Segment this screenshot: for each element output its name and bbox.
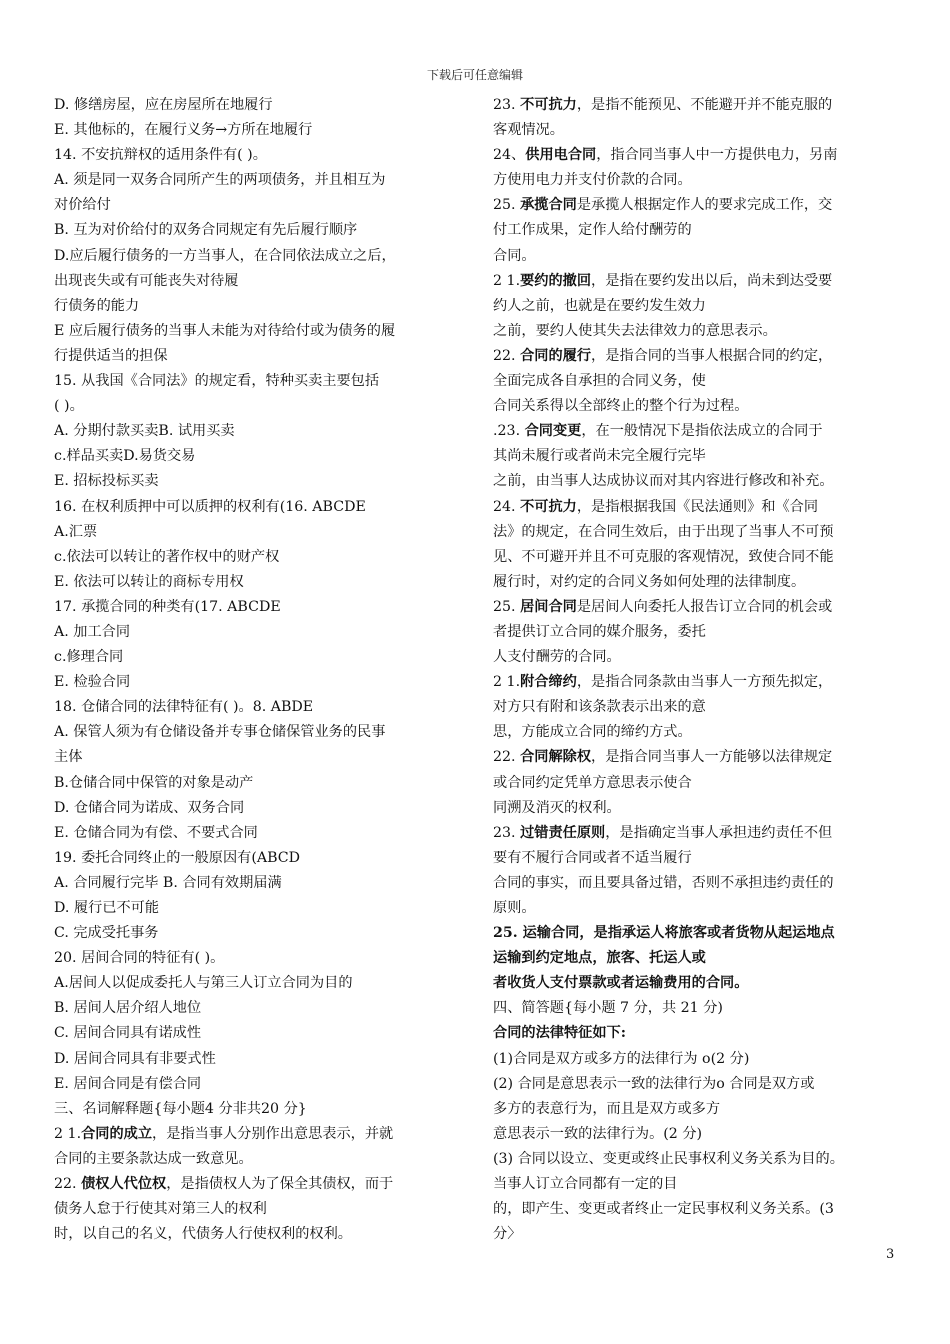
text-line	[493, 495, 905, 520]
text-segment: A.居间人以促成委托人与第三人订立合同为目的	[54, 975, 353, 992]
text-segment: 24.	[493, 498, 521, 515]
bold-term: 过错责任原则	[520, 824, 606, 841]
text-segment: 25.	[493, 197, 521, 214]
text-segment: ( )。	[54, 398, 84, 415]
text-line	[493, 946, 905, 971]
text-line	[54, 846, 462, 871]
left-column	[54, 93, 462, 1247]
text-segment: 多方的表意行为，而且是双方或多方	[493, 1100, 721, 1117]
text-segment: D. 仓储合同为诺成、双务合同	[54, 799, 245, 816]
text-segment: 要有不履行合同或者不适当履行	[493, 849, 692, 866]
text-line	[493, 344, 905, 369]
bold-term: 合同解除权	[520, 749, 592, 766]
text-line	[54, 294, 462, 319]
page-number: 3	[886, 1247, 895, 1262]
text-segment: 16. 在权利质押中可以质押的权利有(16. ABCDE	[54, 498, 366, 515]
text-line	[54, 745, 462, 770]
text-segment: 全面完成各自承担的合同义务，使	[493, 373, 706, 390]
text-segment: 合同关系得以全部终止的整个行为过程。	[493, 398, 749, 415]
text-line	[493, 971, 905, 996]
text-segment: ，指合同当事人中一方提供电力，另南	[596, 147, 838, 164]
text-line	[54, 720, 462, 745]
text-segment: 合同的主要条款达成一致意见。	[54, 1150, 253, 1167]
bold-term: 不可抗力	[520, 498, 577, 515]
text-segment: 主体	[54, 749, 83, 766]
text-segment: 方使用电力并支付价款的合同。	[493, 172, 692, 189]
text-line	[54, 771, 462, 796]
text-segment: 债务人怠于行使其对第三人的权利	[54, 1201, 267, 1218]
text-segment: E. 检验合同	[54, 674, 131, 691]
text-line	[493, 294, 905, 319]
bold-term: 25. 运输合同，是指承运人将旅客或者货物从起运地点	[493, 925, 835, 942]
text-segment: 的，即产生、变更或者终止一定民事权利义务关系。(3	[493, 1201, 834, 1218]
text-line	[493, 1021, 905, 1046]
text-segment: ，在一般情况下是指依法成立的合同于	[581, 423, 823, 440]
bold-term: 附合缔约	[520, 674, 577, 691]
text-line	[54, 495, 462, 520]
text-segment: 18. 仓储合同的法律特征有( )。8. ABDE	[54, 699, 314, 716]
text-line	[54, 570, 462, 595]
text-segment: 24、	[493, 147, 526, 164]
text-line	[54, 394, 462, 419]
text-line	[493, 244, 905, 269]
text-line	[493, 269, 905, 294]
text-line	[493, 1047, 905, 1072]
text-line	[54, 369, 462, 394]
text-line	[493, 921, 905, 946]
text-line	[493, 695, 905, 720]
text-segment: 23.	[493, 97, 521, 113]
text-segment: .23.	[493, 423, 525, 440]
text-segment: 合同的事实，而且要具备过错，否则不承担违约责任的	[493, 874, 834, 891]
text-line	[493, 821, 905, 846]
text-line	[493, 319, 905, 344]
text-segment: 客观情况。	[493, 122, 564, 139]
text-segment: 22.	[54, 1176, 82, 1193]
text-segment: ，是指当事人分别作出意思表示，并就	[152, 1125, 394, 1142]
text-segment: E. 依法可以转让的商标专用权	[54, 573, 244, 590]
text-segment: 原则。	[493, 900, 536, 916]
text-line	[54, 645, 462, 670]
text-segment: ，是指债权人为了保全其债权，而于	[166, 1176, 394, 1193]
text-line	[493, 394, 905, 419]
text-segment: C. 居间合同具有诺成性	[54, 1025, 202, 1042]
text-line	[493, 143, 905, 168]
text-line	[54, 1197, 462, 1222]
text-segment: A. 须是同一双务合同所产生的两项债务，并且相互为	[54, 172, 386, 189]
text-segment: ，是指确定当事人承担违约责任不但	[605, 824, 833, 841]
text-line	[493, 796, 905, 821]
text-segment: ，是指在要约发出以后，尚未到达受要	[591, 272, 833, 289]
text-segment: c.样品买卖D.易货交易	[54, 448, 196, 465]
text-line	[493, 570, 905, 595]
text-line	[54, 1047, 462, 1072]
text-segment: (1)合同是双方或多方的法律行为 o(2 分)	[493, 1050, 750, 1067]
text-segment: 出现丧失或有可能丧失对待履	[54, 272, 239, 289]
text-segment: 是承揽人根据定作人的要求完成工作，交	[576, 197, 833, 214]
text-segment: E. 招标投标买卖	[54, 473, 159, 490]
text-segment: 对方只有附和该条款表示出来的意	[493, 699, 706, 716]
right-column	[493, 93, 905, 1247]
text-line	[54, 520, 462, 545]
text-line	[54, 269, 462, 294]
text-segment: B.仓储合同中保管的对象是动产	[54, 774, 254, 791]
text-line	[54, 1222, 462, 1247]
text-segment: 23.	[493, 824, 521, 841]
bold-term: 合同变更	[524, 423, 582, 440]
text-line	[493, 670, 905, 695]
bold-term: 合同的履行	[520, 347, 592, 364]
text-line	[54, 545, 462, 570]
text-line	[54, 1147, 462, 1172]
text-segment: 是居间人向委托人报告订立合同的机会或	[576, 598, 833, 615]
text-line	[54, 168, 462, 193]
text-line	[54, 244, 462, 269]
text-line	[54, 695, 462, 720]
text-segment: D. 修缮房屋，应在房屋所在地履行	[54, 97, 273, 113]
text-line	[54, 946, 462, 971]
text-segment: 约人之前，也就是在要约发生效力	[493, 297, 706, 314]
bold-term: 要约的撤回	[520, 272, 592, 289]
text-segment: 22.	[493, 347, 521, 364]
text-segment: 思，方能成立合同的缔约方式。	[493, 724, 692, 741]
text-line	[493, 1097, 905, 1122]
text-line	[54, 595, 462, 620]
text-line	[54, 1072, 462, 1097]
text-segment: ，是指不能预见、不能避开并不能克服的	[576, 97, 833, 113]
text-line	[54, 93, 462, 118]
text-segment: A.汇票	[54, 523, 98, 540]
text-line	[54, 821, 462, 846]
text-line	[493, 720, 905, 745]
text-segment: 同溯及消灭的权利。	[493, 799, 621, 816]
text-line	[493, 1222, 905, 1247]
text-line	[493, 595, 905, 620]
text-segment: 22.	[493, 749, 521, 766]
text-segment: 20. 居间合同的特征有( )。	[54, 950, 225, 967]
text-segment: 2 1.	[493, 272, 521, 289]
text-line	[493, 93, 905, 118]
bold-term: 债权人代位权	[81, 1176, 167, 1193]
text-segment: E. 居间合同是有偿合同	[54, 1075, 202, 1092]
text-line	[54, 896, 462, 921]
text-segment: 15. 从我国《合同法》的规定看，特种买卖主要包括	[54, 373, 380, 390]
text-line	[54, 143, 462, 168]
text-segment: 付工作成果，定作人给付酬劳的	[493, 222, 692, 239]
text-line	[54, 193, 462, 218]
text-segment: 四、简答题{每小题 7 分，共 21 分)	[493, 1000, 723, 1017]
text-segment: ，是指根据我国《民法通则》和《合同	[576, 498, 819, 515]
text-segment: A. 合同履行完毕 B. 合同有效期届满	[54, 874, 282, 891]
text-line	[54, 670, 462, 695]
text-line	[54, 1172, 462, 1197]
text-line	[493, 846, 905, 871]
text-line	[54, 444, 462, 469]
text-segment: B. 居间人居介绍人地位	[54, 1000, 202, 1017]
text-segment: 三、名词解释题{每小题4 分非共20 分}	[54, 1100, 307, 1117]
text-segment: 之前，要约人使其失去法律效力的意思表示。	[493, 322, 777, 339]
text-segment: 2 1.	[493, 674, 521, 691]
text-line	[54, 620, 462, 645]
text-segment: 其尚未履行或者尚未完全履行完毕	[493, 448, 706, 465]
text-segment: 分〉	[493, 1226, 522, 1243]
text-segment: (3) 合同以设立、变更或终止民事权利义务关系为目的。	[493, 1150, 844, 1167]
text-segment: ，是指合同条款由当事人一方预先拟定，	[576, 674, 833, 691]
text-line	[493, 1197, 905, 1222]
text-segment: 19. 委托合同终止的一般原因有(ABCD	[54, 849, 301, 866]
text-segment: 14. 不安抗辩权的适用条件有( )。	[54, 147, 267, 164]
text-line	[493, 745, 905, 770]
text-line	[493, 444, 905, 469]
text-line	[54, 921, 462, 946]
text-segment: 者提供订立合同的媒介服务，委托	[493, 623, 706, 640]
text-line	[493, 771, 905, 796]
text-segment: 2 1.	[54, 1125, 82, 1142]
bold-term: 合同的法律特征如下:	[493, 1025, 626, 1042]
text-line	[54, 996, 462, 1021]
text-line	[54, 971, 462, 996]
bold-term: 居间合同	[520, 598, 577, 615]
text-line	[54, 319, 462, 344]
text-line	[54, 118, 462, 143]
text-line	[54, 871, 462, 896]
text-segment: D. 履行已不可能	[54, 900, 160, 916]
text-line	[493, 168, 905, 193]
text-segment: E. 仓储合同为有偿、不要式合同	[54, 824, 258, 841]
text-line	[493, 118, 905, 143]
text-line	[54, 344, 462, 369]
text-segment: 17. 承揽合同的种类有(17. ABCDE	[54, 598, 281, 615]
text-segment: C. 完成受托事务	[54, 925, 159, 942]
bold-term: 承揽合同	[520, 197, 577, 214]
text-segment: 人支付酬劳的合同。	[493, 649, 621, 666]
text-segment: E. 其他标的，在履行义务→方所在地履行	[54, 122, 313, 139]
text-line	[54, 218, 462, 243]
text-line	[493, 996, 905, 1021]
text-line	[493, 520, 905, 545]
text-segment: 时，以自己的名义，代债务人行使权利的权利。	[54, 1226, 352, 1243]
text-line	[493, 1122, 905, 1147]
text-segment: (2) 合同是意思表示一致的法律行为o 合同是双方或	[493, 1075, 815, 1092]
text-segment: 行债务的能力	[54, 297, 140, 314]
text-segment: c.依法可以转让的著作权中的财产权	[54, 548, 280, 565]
text-line	[54, 1021, 462, 1046]
text-segment: 之前，由当事人达成协议而对其内容进行修改和补充。	[493, 473, 834, 490]
text-segment: D. 居间合同具有非要式性	[54, 1050, 216, 1067]
text-segment: A. 加工合同	[54, 623, 131, 640]
text-line	[493, 469, 905, 494]
bold-term: 供用电合同	[525, 147, 597, 164]
text-segment: 见、不可避开并且不可克服的客观情况，致使合同不能	[493, 548, 834, 565]
text-segment: 行提供适当的担保	[54, 347, 168, 364]
text-segment: 合同。	[493, 247, 536, 264]
text-line	[54, 419, 462, 444]
text-line	[493, 1147, 905, 1172]
text-segment: D.应后履行债务的一方当事人，在合同依法成立之后，	[54, 247, 396, 264]
text-segment: 25.	[493, 598, 521, 615]
text-line	[493, 1072, 905, 1097]
text-line	[493, 896, 905, 921]
text-line	[493, 193, 905, 218]
text-line	[493, 369, 905, 394]
text-segment: 意思表示一致的法律行为。(2 分)	[493, 1125, 703, 1142]
text-segment: 履行时，对约定的合同义务如何处理的法律制度。	[493, 573, 806, 590]
text-segment: A. 分期付款买卖B. 试用买卖	[54, 423, 235, 440]
text-line	[493, 645, 905, 670]
text-segment: 当事人订立合同都有一定的目	[493, 1176, 678, 1193]
text-segment: 对价给付	[54, 197, 111, 214]
text-segment: A. 保管人须为有仓储设备并专事仓储保管业务的民事	[54, 724, 386, 741]
text-segment: 法》的规定，在合同生效后，由于出现了当事人不可预	[493, 523, 834, 540]
text-line	[493, 1172, 905, 1197]
text-segment: B. 互为对价给付的双务合同规定有先后履行顺序	[54, 222, 358, 239]
bold-term: 者收货人支付票款或者运输费用的合同。	[493, 975, 749, 992]
text-line	[54, 1122, 462, 1147]
text-line	[493, 620, 905, 645]
page-header: 下载后可任意编辑	[426, 68, 523, 82]
bold-term: 不可抗力	[520, 97, 577, 113]
text-line	[54, 469, 462, 494]
text-line	[493, 871, 905, 896]
text-segment: 或合同约定凭单方意思表示使合	[493, 774, 692, 791]
text-segment: E 应后履行债务的当事人未能为对待给付或为债务的履	[54, 322, 396, 339]
text-line	[493, 218, 905, 243]
text-segment: ，是指合同当事人一方能够以法律规定	[591, 749, 833, 766]
text-line	[54, 1097, 462, 1122]
bold-term: 运输到约定地点，旅客、托运人或	[493, 950, 706, 967]
text-segment: c.修理合同	[54, 649, 124, 666]
text-line	[493, 419, 905, 444]
text-segment: ，是指合同的当事人根据合同的约定，	[591, 347, 833, 364]
text-line	[493, 545, 905, 570]
text-line	[54, 796, 462, 821]
bold-term: 合同的成立	[81, 1125, 153, 1142]
